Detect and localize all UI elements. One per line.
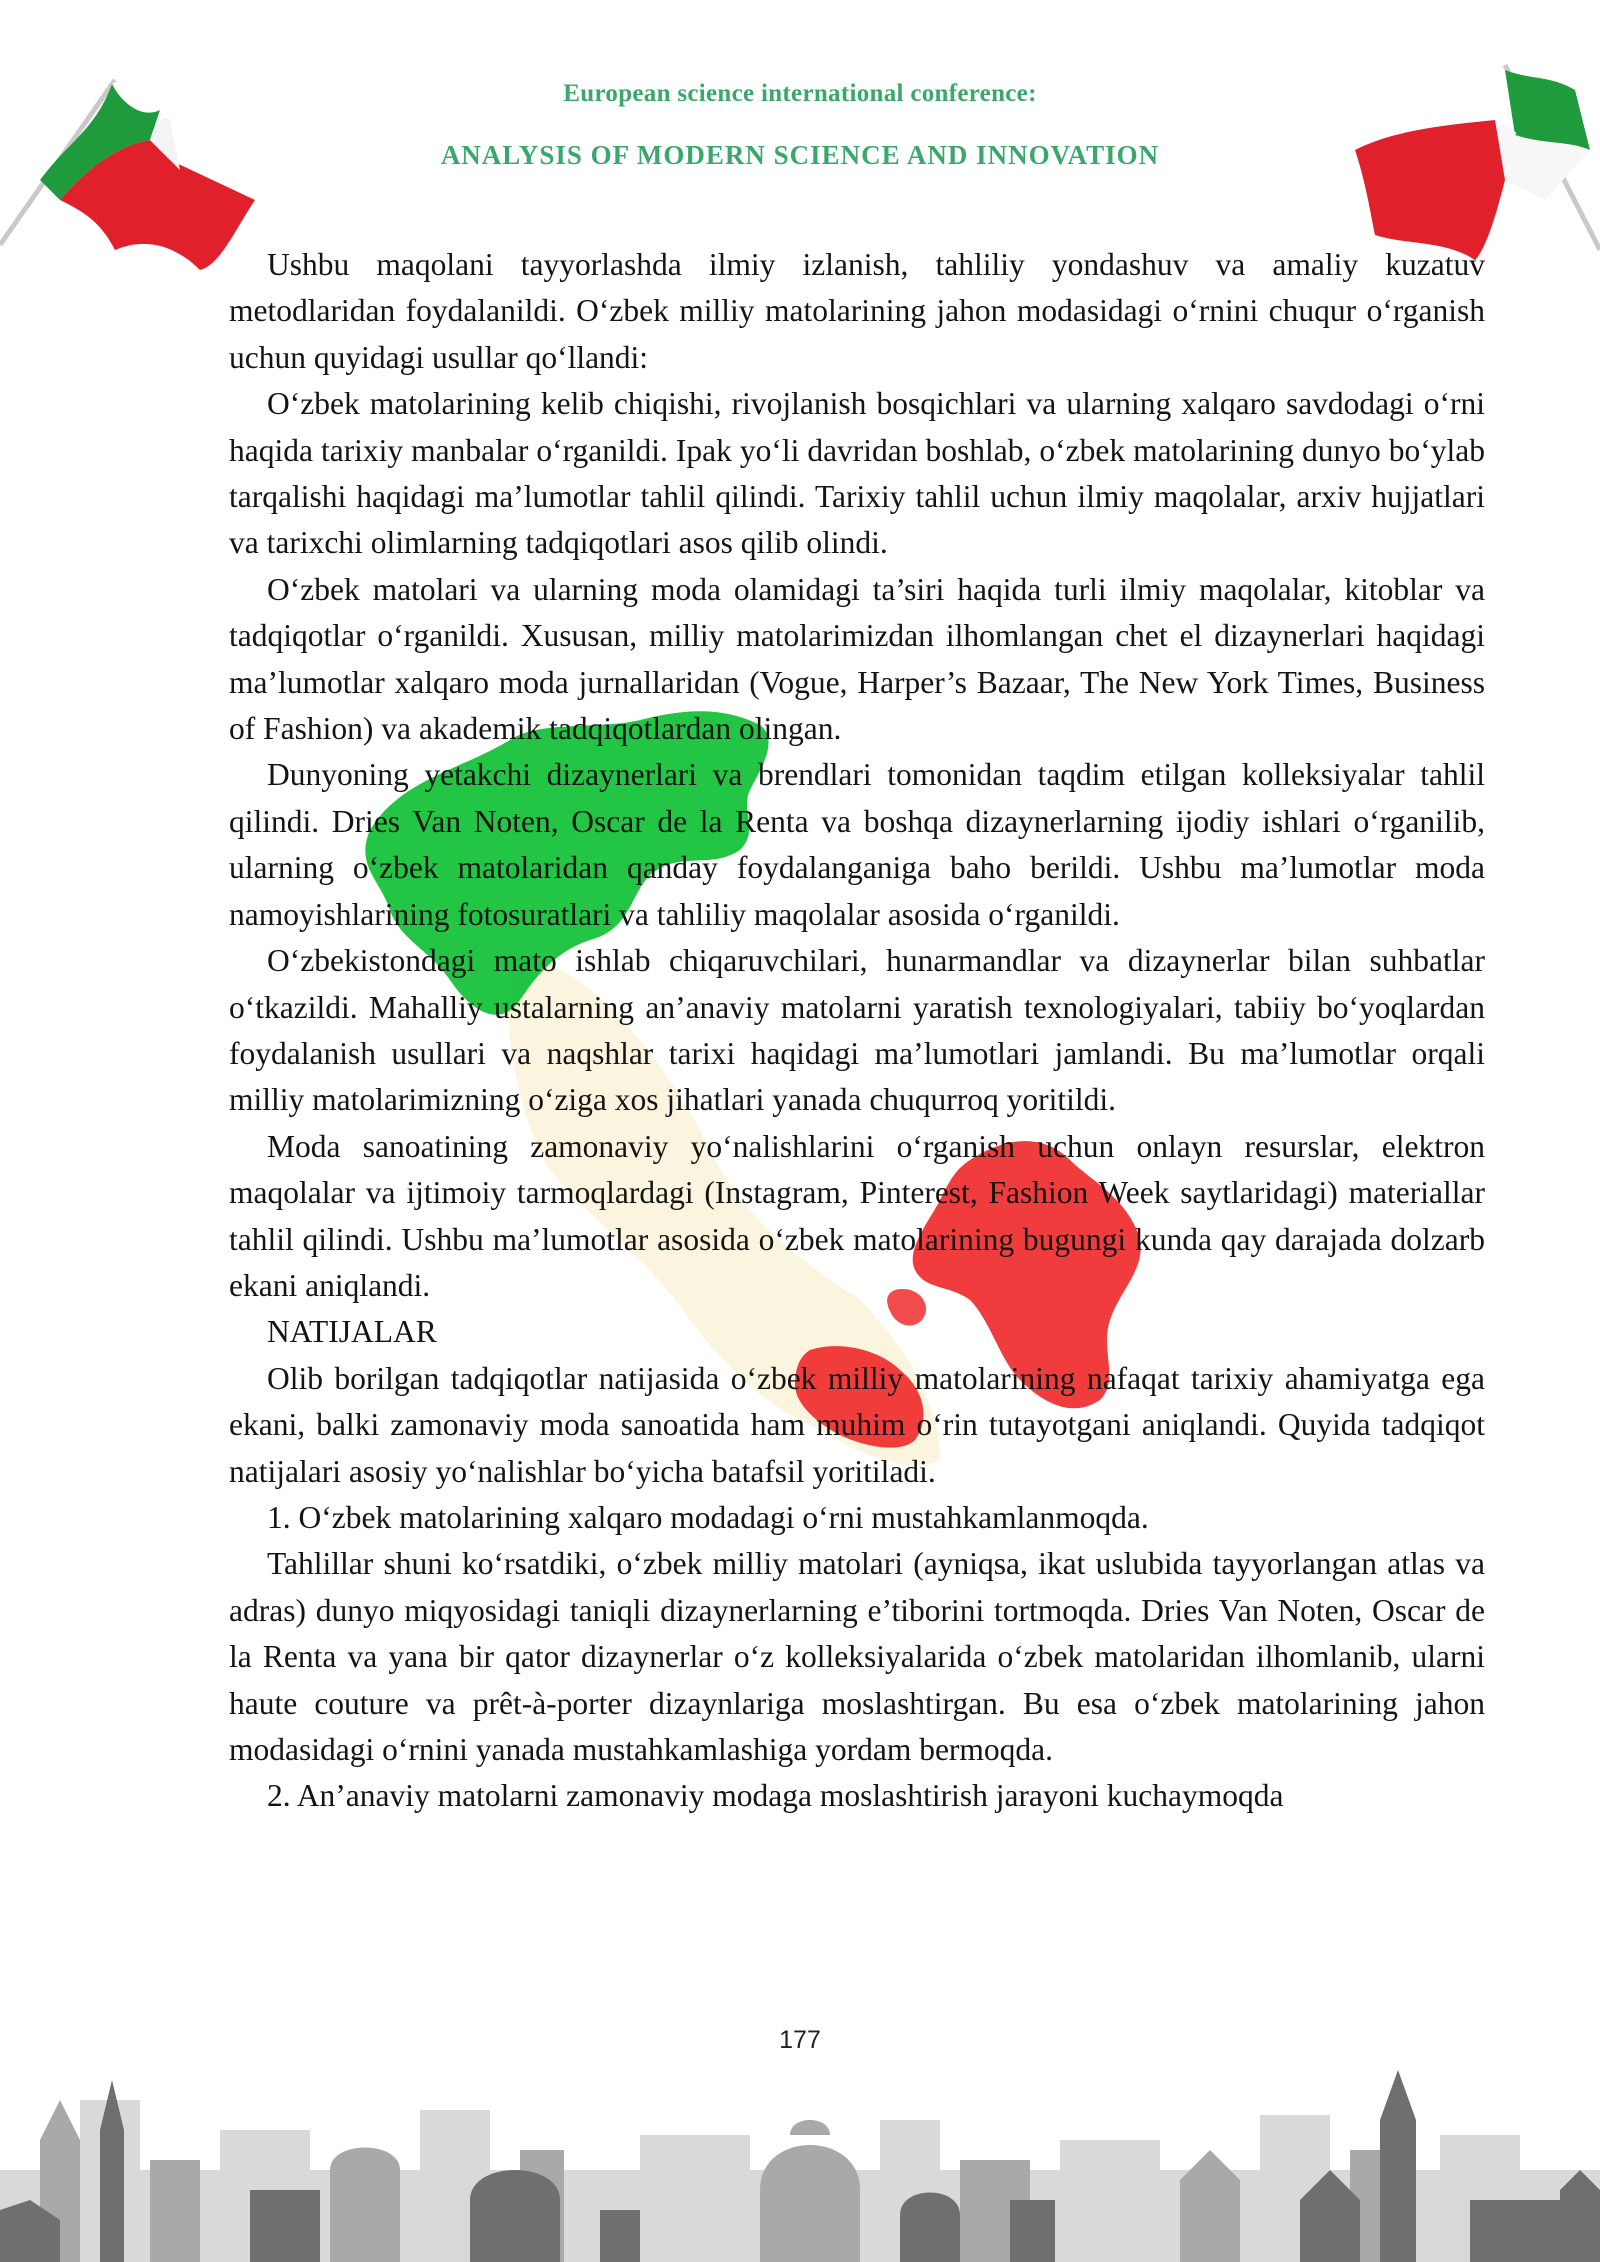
conference-subtitle: ANALYSIS OF MODERN SCIENCE AND INNOVATION [440,140,1160,170]
paragraph-literature-review: O‘zbek matolari va ularning moda olamidagi ta’siri haqida turli ilmiy maqolalar, kitoblar va tadqiqotlar o‘rganildi. Xususan, milliy matolarimizdan ilhomlangan chet el dizaynerlari haqidagi ma’lumotlar xalqaro moda jurnallaridan (Vogue, Harper’s Bazaar, The New York Times, Business of Fashion) va akademik tadqiqotlardan olingan. [229,571,1485,747]
conference-title: European science international conference: [563,80,1037,107]
paragraph-collections-analysis: Dunyoning yetakchi dizaynerlari va brendlari tomonidan taqdim etilgan kolleksiyalar tahlil qilindi. Dries Van Noten, Oscar de la Renta va boshqa dizaynerlarning ijodiy ishlari o‘rganilib, ularning o‘zbek matolaridan qanday foydalanganiga baho berildi. Ushbu ma’lumotlar moda namoyishlarining fotosuratlari va tahliliy maqolalar asosida o‘rganildi. [229,757,1485,932]
page-number: 177 [779,2026,821,2054]
paragraph-results-intro: Olib borilgan tadqiqotlar natijasida o‘zbek milliy matolarining nafaqat tarixiy ahamiyatga ega ekani, balki zamonaviy moda sanoatida ham muhim o‘rin tutayotgani aniqlandi. Quyida tadqiqot natijalari asosiy yo‘nalishlar bo‘yicha batafsil yoritiladi. [229,1360,1485,1489]
paragraph-result-1: Tahlillar shuni ko‘rsatdiki, o‘zbek milliy matolari (ayniqsa, ikat uslubida tayyorlangan atlas va adras) dunyo miqyosidagi taniqli dizaynerlarning e’tiborini tortmoqda. Dries Van Noten, Oscar de la Renta va yana bir qator dizaynerlar o‘z kolleksiyalarida o‘zbek matolaridan ilhomlanib, ularni haute couture va prêt-à-porter dizaynlariga moslashtirgan. Bu esa o‘zbek matolarining jahon modasidagi o‘rnini yanada mustahkamlashiga yordam bermoqda. [229,1546,1485,1767]
section-heading-results: NATIJALAR [267,1314,437,1350]
result-heading-2: 2. An’anaviy matolarni zamonaviy modaga moslashtirish jarayoni kuchaymoqda [267,1778,1284,1814]
article-body [229,242,1485,1820]
paragraph-historical-sources: O‘zbek matolarining kelib chiqishi, rivojlanish bosqichlari va ularning xalqaro savdodagi o‘rni haqida tarixiy manbalar o‘rganildi. Ipak yo‘li davridan boshlab, o‘zbek matolarining dunyo bo‘ylab tarqalishi haqidagi ma’lumotlar tahlil qilindi. Tarixiy tahlil uchun ilmiy maqolalar, arxiv hujjatlari va tarixchi olimlarning tadqiqotlari asos qilib olindi. [229,386,1485,561]
paragraph-interviews: O‘zbekistondagi mato ishlab chiqaruvchilari, hunarmandlar va dizaynerlar bilan suhbatlar o‘tkazildi. Mahalliy ustalarning an’anaviy matolarni yaratish texnologiyalari, tabiiy bo‘yoqlardan foydalanish usullari va naqshlar tarixi haqidagi ma’lumotlari jamlandi. Bu ma’lumotlar orqali milliy matolarimizning o‘ziga xos jihatlari yanada chuqurroq yoritildi. [229,943,1485,1118]
paragraph-online-resources: Moda sanoatining zamonaviy yo‘nalishlarini o‘rganish uchun onlayn resurslar, elektron maqolalar va ijtimoiy tarmoqlardagi (Instagram, Pinterest, Fashion Week saytlaridagi) materiallar tahlil qilindi. Ushbu ma’lumotlar asosida o‘zbek matolarining bugungi kunda qay darajada dolzarb ekani aniqlandi. [229,1128,1485,1303]
city-skyline-icon [0,2040,1600,2262]
result-heading-1: 1. O‘zbek matolarining xalqaro modadagi o‘rni mustahkamlanmoqda. [267,1499,1149,1535]
paragraph-methods-intro: Ushbu maqolani tayyorlashda ilmiy izlanish, tahliliy yondashuv va amaliy kuzatuv metodlaridan foydalanildi. O‘zbek milliy matolarining jahon modasidagi o‘rnini chuqur o‘rganish uchun quyidagi usullar qo‘llandi: [229,247,1485,375]
